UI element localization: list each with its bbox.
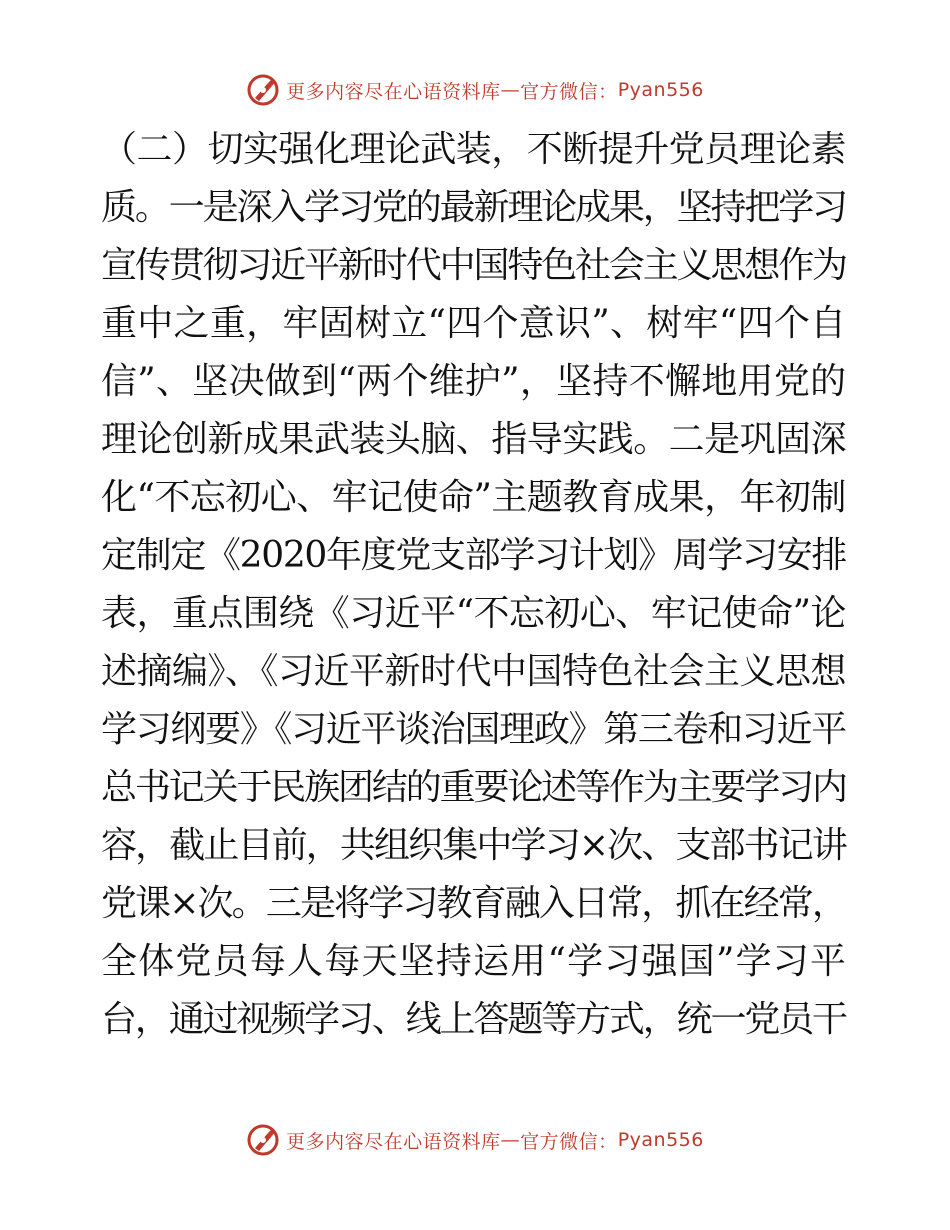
fountain-pen-seal-icon — [246, 73, 280, 107]
watermark-wechat-id: Pyan556 — [617, 79, 704, 101]
watermark-wechat-label: 官方微信： — [520, 80, 618, 103]
footer-watermark — [0, 1120, 950, 1160]
body-line: 总书记关于民族团结的重要论述等作为主要学习内 — [101, 767, 846, 808]
watermark-brand: 更多内容尽在心语资料库 — [286, 80, 501, 103]
watermark-wechat-label: 官方微信： — [520, 1130, 618, 1153]
body-line: 定制定《2020年度党支部学习计划》周学习安排 — [101, 535, 847, 576]
body-line: 学习纲要》《习近平谈治国理政》第三卷和习近平 — [101, 709, 846, 750]
watermark-wechat-id: Pyan556 — [617, 1129, 704, 1151]
body-line: 宣传贯彻习近平新时代中国特色社会主义思想作为 — [101, 245, 846, 286]
header-watermark — [0, 70, 950, 110]
fountain-pen-seal-icon — [246, 1123, 280, 1157]
body-line: 理论创新成果武装头脑、指导实践。二是巩固深 — [101, 419, 847, 460]
body-line: 台，通过视频学习、线上答题等方式，统一党员干 — [101, 999, 846, 1040]
watermark-dash: — — [500, 79, 521, 101]
body-line: （二）切实强化理论武装，不断提升党员理论素 — [101, 129, 847, 170]
body-line: 党课×次。三是将学习教育融入日常，抓在经常， — [101, 883, 847, 924]
body-line: 重中之重，牢固树立“四个意识”、树牢“四个自 — [101, 303, 847, 344]
body-line: 述摘编》、《习近平新时代中国特色社会主义思想 — [101, 651, 847, 692]
watermark-brand: 更多内容尽在心语资料库 — [286, 1130, 501, 1153]
watermark-dash: — — [500, 1129, 521, 1151]
body-line: 容，截止目前，共组织集中学习×次、支部书记讲 — [101, 825, 847, 866]
body-line: 全体党员每人每天坚持运用“学习强国”学习平 — [101, 941, 848, 982]
body-line: 表，重点围绕《习近平“不忘初心、牢记使命”论 — [101, 593, 846, 634]
body-line: 信”、坚决做到“两个维护”，坚持不懈地用党的 — [101, 361, 847, 402]
body-line: 质。一是深入学习党的最新理论成果，坚持把学习 — [101, 187, 846, 228]
body-line: 化“不忘初心、牢记使命”主题教育成果，年初制 — [101, 477, 846, 518]
